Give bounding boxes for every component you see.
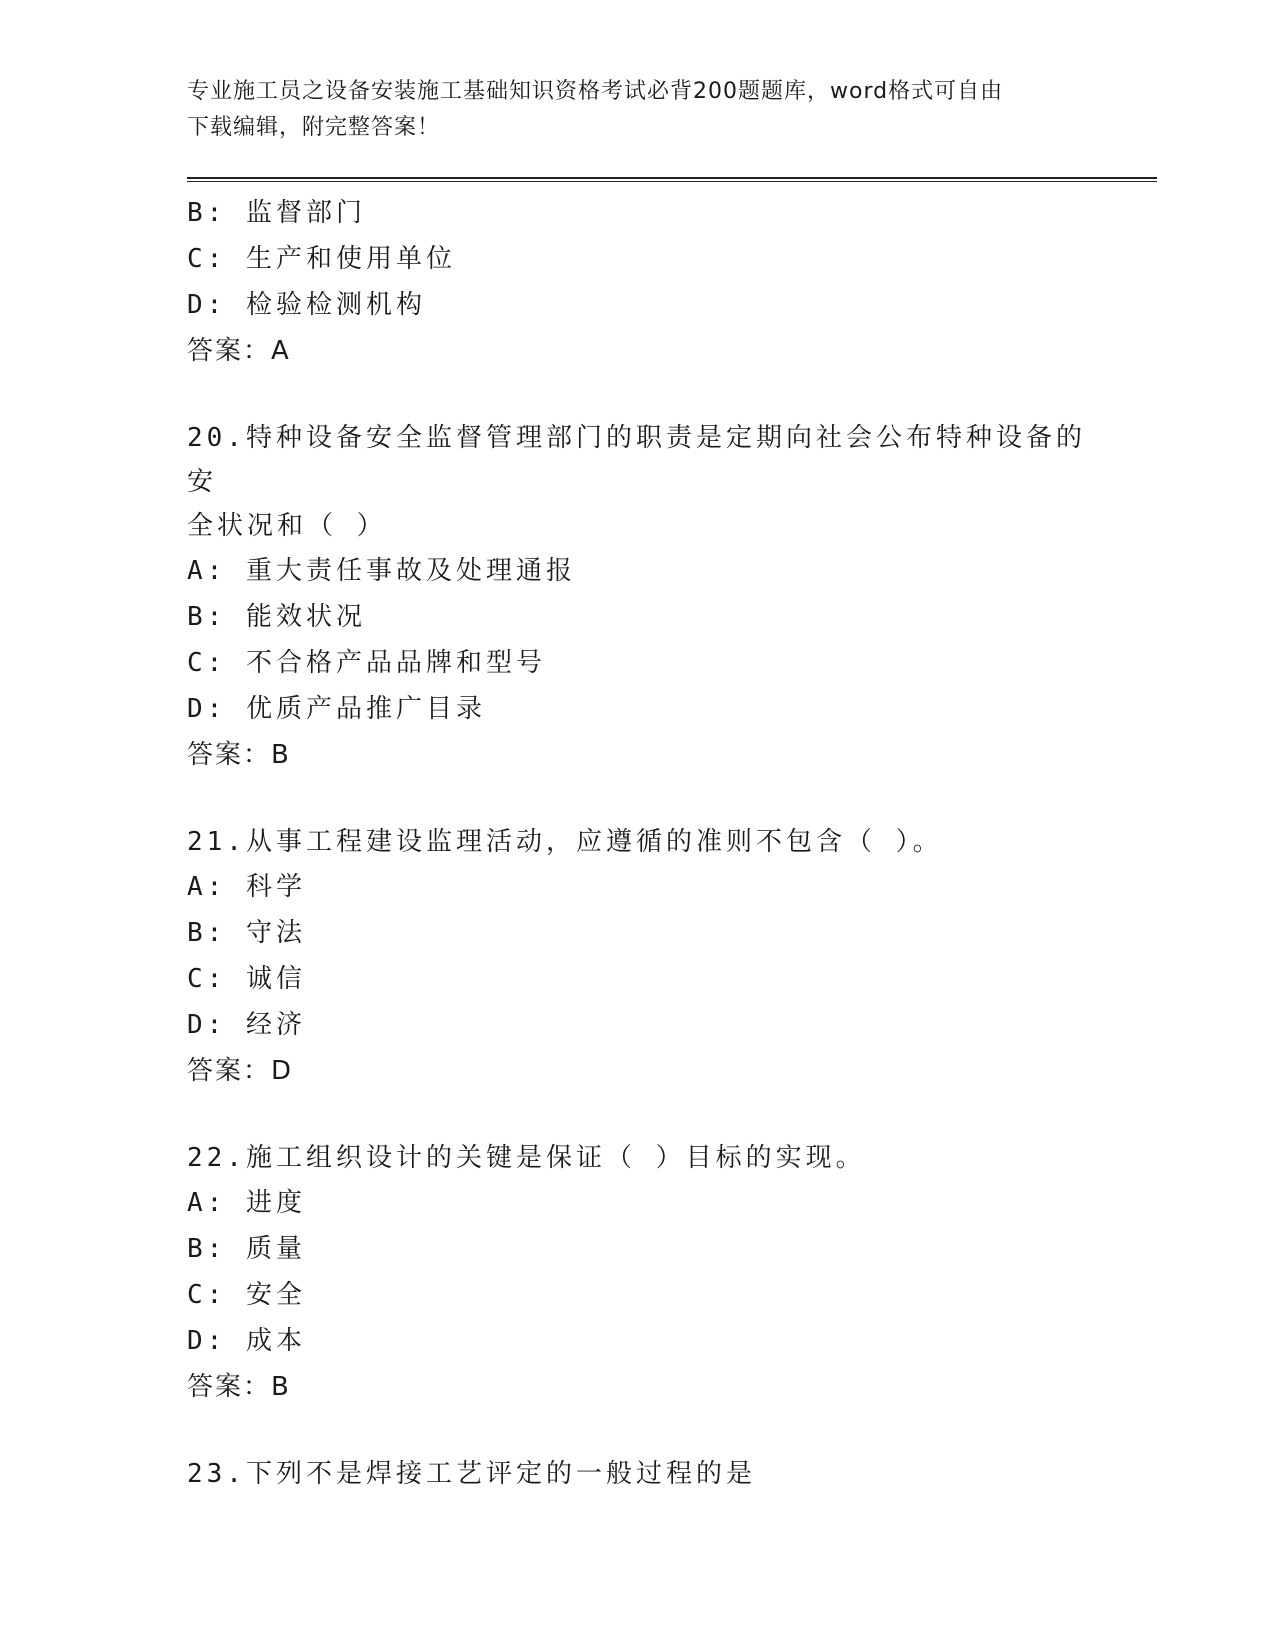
question-19-continuation — [187, 190, 1157, 374]
option-b: B: 监督部门 — [187, 198, 366, 228]
option-a: A: 科学 — [187, 872, 306, 902]
option-c: C: 不合格产品品牌和型号 — [187, 648, 546, 678]
option-b: B: 能效状况 — [187, 602, 366, 632]
option-b: B: 守法 — [187, 918, 306, 948]
question-stem-line-1: 21.从事工程建设监理活动，应遵循的准则不包含（ ）。 — [187, 827, 943, 857]
option-d: D: 优质产品推广目录 — [187, 694, 486, 724]
header-rule-thick — [187, 177, 1157, 179]
header-title-line-1: 专业施工员之设备安装施工基础知识资格考试必背200题题库，word格式可自由 — [187, 79, 1004, 104]
document-header — [187, 74, 1087, 146]
option-a: A: 进度 — [187, 1188, 306, 1218]
option-c: C: 生产和使用单位 — [187, 244, 456, 274]
option-d: D: 经济 — [187, 1010, 306, 1040]
option-c: C: 安全 — [187, 1280, 306, 1310]
answer-line: 答案：B — [187, 740, 291, 770]
question-stem-line-1: 22.施工组织设计的关键是保证（ ）目标的实现。 — [187, 1143, 866, 1173]
option-a: A: 重大责任事故及处理通报 — [187, 556, 576, 586]
question-list — [187, 190, 1157, 1496]
question-stem-line-1: 23.下列不是焊接工艺评定的一般过程的是 — [187, 1459, 756, 1489]
answer-line: 答案：A — [187, 336, 291, 366]
answer-line: 答案：D — [187, 1056, 294, 1086]
question-20 — [187, 416, 1157, 778]
question-22 — [187, 1136, 1157, 1410]
option-d: D: 检验检测机构 — [187, 290, 426, 320]
option-d: D: 成本 — [187, 1326, 306, 1356]
option-b: B: 质量 — [187, 1234, 306, 1264]
option-c: C: 诚信 — [187, 964, 306, 994]
answer-line: 答案：B — [187, 1372, 291, 1402]
header-rule-thin — [187, 181, 1157, 182]
question-stem-line-1: 20.特种设备安全监督管理部门的职责是定期向社会公布特种设备的安 — [187, 423, 1086, 497]
header-title-line-2: 下载编辑，附完整答案！ — [187, 115, 441, 140]
question-21 — [187, 820, 1157, 1094]
question-stem-line-2: 全状况和（ ） — [187, 511, 387, 541]
question-23 — [187, 1452, 1157, 1496]
